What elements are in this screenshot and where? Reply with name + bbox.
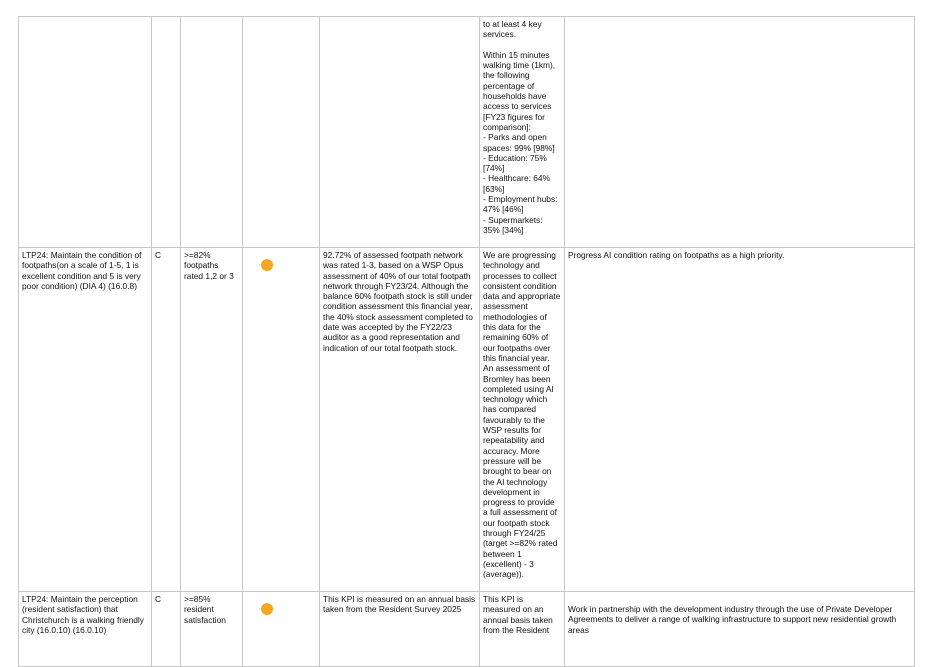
result-cell: 92.72% of assessed footpath network was rated 1-3, based on a WSP Opus assessment of 40% of our total footpath network through FY23/24. Although the balance 60% footpath stock is still under condition assessment this financial year, the 40% stock assessment completed to date was accepted by the FY22/23 auditor as a good representation and indication of our total footpath stock. [320, 248, 480, 592]
table-row [19, 592, 915, 667]
measure-cell [19, 17, 152, 248]
target-cell [181, 17, 243, 248]
result-cell: This KPI is measured on an annual basis taken from the Resident Survey 2025 [320, 592, 480, 667]
table-row [19, 17, 915, 248]
level-cell: C [152, 592, 181, 667]
status-amber-dot-icon [261, 603, 273, 615]
target-cell: >=85% resident satisfaction [181, 592, 243, 667]
status-cell [243, 17, 320, 248]
comment-cell: to at least 4 key services. Within 15 minutes walking time (1km), the following percentage of households have access to services [FY23 figures for comparison]: - Parks and open spaces: 99% [98%] - Education: 75% [74%] - Healthcare: 64% [63%] - Employment hubs: 47% [46%] - Supermarkets: 35% [34%] [480, 17, 565, 248]
comment-cell: This KPI is measured on an annual basis taken from the Resident [480, 592, 565, 667]
measure-cell: LTP24: Maintain the perception (resident satisfaction) that Christchurch is a walking friendly city (16.0.10) (16.0.10) [19, 592, 152, 667]
measure-cell: LTP24: Maintain the condition of footpaths(on a scale of 1-5, 1 is excellent condition and 5 is very poor condition) (DIA 4) (16.0.8) [19, 248, 152, 592]
level-cell [152, 17, 181, 248]
status-cell [243, 592, 320, 667]
target-cell: >=82% footpaths rated 1,2 or 3 [181, 248, 243, 592]
action-cell: Progress AI condition rating on footpaths as a high priority. [565, 248, 915, 592]
kpi-table [18, 16, 915, 667]
status-amber-dot-icon [261, 259, 273, 271]
action-cell [565, 17, 915, 248]
result-cell [320, 17, 480, 248]
action-cell: Work in partnership with the development industry through the use of Private Developer Agreements to deliver a range of walking infrastructure to support new residential growth areas [565, 592, 915, 667]
table-row [19, 248, 915, 592]
status-cell [243, 248, 320, 592]
comment-cell: We are progressing technology and processes to collect consistent condition data and appropriate assessment methodologies of this data for the remaining 60% of our footpaths over this financial year. An assessment of Bromley has been completed using AI technology which has compared favourably to the WSP results for repeatability and accuracy. More pressure will be brought to bear on the AI technology development in progress to provide a full assessment of our footpath stock through FY24/25 (target >=82% rated between 1 (excellent) - 3 (average)). [480, 248, 565, 592]
level-cell: C [152, 248, 181, 592]
